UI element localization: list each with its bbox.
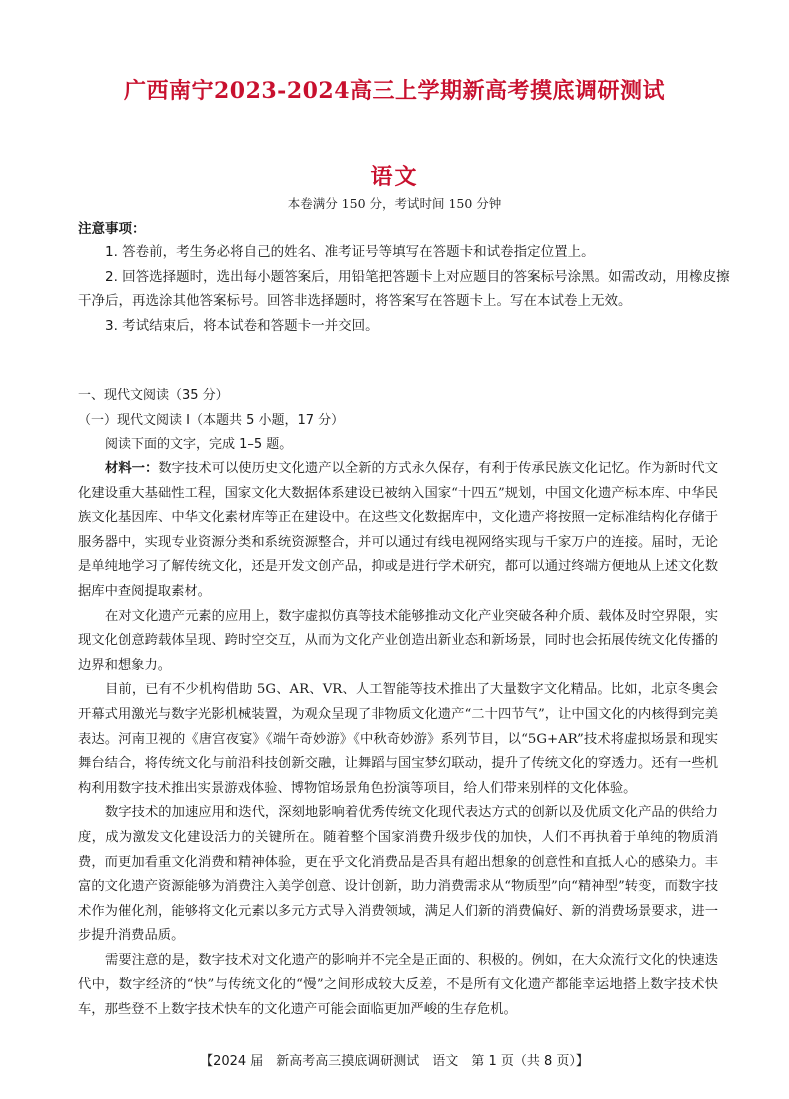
material-label: 材料一： [105,461,159,476]
subject-title: 语文 [370,164,419,190]
section-heading: 一、现代文阅读（35 分） [78,388,229,403]
page-footer: 【2024 届 新高考高三摸底调研测试 语文 第 1 页（共 8 页）】 [200,1054,589,1069]
passage-paragraph: 目前，已有不少机构借助 5G、AR、VR、人工智能等技术推出了大量数字文化精品。比如，北京冬奥会开幕式用激光与数字光影机械装置，为观众呈现了非物质文化遗产“二十四节气”，让中国文化的内核得到完美表达。河南卫视的《唐宫夜宴》《端午奇妙游》《中秋奇妙游》系列节目，以“5G+AR”技术将虚拟场景和现实舞台结合，将传统文化与前沿科技创新交融，让舞蹈与国宝梦幻联动，提升了传统文化的穿透力。还有一些机构利用数字技术推出实景游戏体验、博物馆场景角色扮演等项目，给人们带来别样的文化体验。 [78,682,718,796]
notes-list [78,240,730,338]
passage-paragraph [78,457,718,605]
notes-heading: 注意事项： [78,221,146,237]
note-item: 3. 考试结束后，将本试卷和答题卡一并交回。 [105,317,379,334]
reading-instruction: 阅读下面的文字，完成 1–5 题。 [105,437,293,452]
note-item: 2. 回答选择题时，选出每小题答案后，用铅笔把答题卡上对应题目的答案标号涂黑。如需改动，用橡皮擦干净后，再选涂其他答案标号。回答非选择题时，将答案写在答题卡上。写在本试卷上无效。 [78,268,730,309]
passage-paragraph: 在对文化遗产元素的应用上，数字虚拟仿真等技术能够推动文化产业突破各种介质、载体及时空界限，实现文化创意跨载体呈现、跨时空交互，从而为文化产业创造出新业态和新场景，同时也会拓展传统文化传播的边界和想象力。 [78,608,718,673]
passage-paragraph: 需要注意的是，数字技术对文化遗产的影响并不完全是正面的、积极的。例如，在大众流行文化的快速迭代中，数字经济的“快”与传统文化的“慢”之间形成较大反差，不是所有文化遗产都能幸运地搭上数字技术快车，那些登不上数字技术快车的文化遗产可能会面临更加严峻的生存危机。 [78,952,718,1018]
reading-passage [78,457,718,1023]
note-item: 1. 答卷前，考生务必将自己的姓名、准考证号等填写在答题卡和试卷指定位置上。 [105,244,595,260]
sub-section-heading: （一）现代文阅读 I（本题共 5 小题，17 分） [78,413,345,428]
exam-info: 本卷满分 150 分，考试时间 150 分钟 [287,196,502,211]
passage-paragraph: 数字技术的加速应用和迭代，深刻地影响着优秀传统文化现代表达方式的创新以及优质文化产品的供给力度，成为激发文化建设活力的关键所在。随着整个国家消费升级步伐的加快，人们不再执着于单纯的物质消费，而更加看重文化消费和精神体验，更在乎文化消费品是否具有超出想象的创意性和直抵人心的感染力。丰富的文化遗产资源能够为消费注入美学创意、设计创新，助力消费需求从“物质型”向“精神型”转变，而数字技术作为催化剂，能够将文化元素以多元方式导入消费领域，满足人们新的消费偏好、新的消费场景要求，进一步提升消费品质。 [78,805,718,944]
paragraph-text: 数字技术可以使历史文化遗产以全新的方式永久保存，有利于传承民族文化记忆。作为新时代文化建设重大基础性工程，国家文化大数据体系建设已被纳入国家“十四五”规划，中国文化遗产标本库、中华民族文化基因库、中华文化素材库等正在建设中。在这些文化数据库中，文化遗产将按照一定标准结构化存储于服务器中，实现专业资源分类和系统资源整合，并可以通过有线电视网络实现与千家万户的连接。届时，无论是单纯地学习了解传统文化，还是开发文创产品，抑或是进行学术研究，都可以通过终端方便地从上述文化数据库中查阅提取素材。 [78,461,719,599]
exam-title: 广西南宁2023-2024高三上学期新高考摸底调研测试 [123,78,666,104]
